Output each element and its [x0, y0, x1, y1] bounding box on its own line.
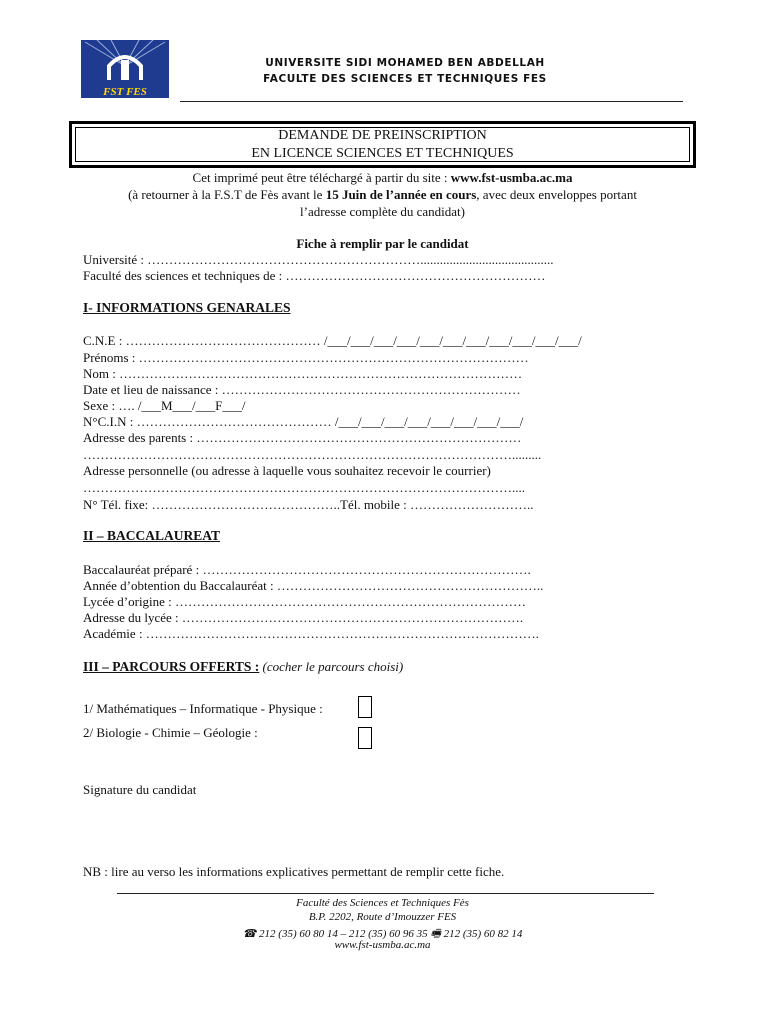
fst-logo	[81, 40, 169, 98]
field-adresse-personnelle[interactable]: ………………………………………………………………………………………....	[83, 480, 525, 495]
field-telephone[interactable]: N° Tél. fixe: ……………………………………..Tél. mobile : ………………………..	[83, 497, 534, 512]
title-line-1: DEMANDE DE PREINSCRIPTION	[278, 128, 487, 143]
footer-line-3: ☎ 212 (35) 60 80 14 – 212 (35) 60 96 35 🖷 212 (35) 60 82 14	[242, 928, 523, 940]
intro-line-3: l’adresse complète du candidat)	[300, 204, 465, 219]
footer-rule	[117, 893, 654, 894]
footer-line-4: www.fst-usmba.ac.ma	[334, 939, 431, 951]
field-adresse-parents-2[interactable]: ……………………………………………………………………………………….........	[83, 447, 542, 462]
footer-line-2: B.P. 2202, Route d’Imouzzer FES	[308, 911, 457, 923]
field-cin[interactable]: N°C.I.N : ……………………………………… /___/___/___/___/___/___/___/___/	[83, 414, 524, 429]
option-2-checkbox[interactable]	[358, 727, 372, 749]
field-cne[interactable]: C.N.E : ……………………………………… /___/___/___/___/___/___/___/___/___/___/___/	[83, 333, 582, 348]
deadline: 15 Juin de l’année en cours	[325, 187, 477, 202]
field-adresse-lycee[interactable]: Adresse du lycée : …………………………………………………………………….	[83, 610, 524, 625]
footer-line-1: Faculté des Sciences et Techniques Fès	[296, 897, 469, 909]
section-3-note: (cocher le parcours choisi)	[259, 659, 404, 674]
field-universite[interactable]: Université : ……………………………………………………….........................................	[83, 252, 554, 267]
title-line-2: EN LICENCE SCIENCES ET TECHNIQUES	[251, 146, 514, 161]
field-naissance[interactable]: Date et lieu de naissance : ……………………………………………………………	[83, 382, 521, 397]
option-1-label: 1/ Mathématiques – Informatique - Physique :	[83, 701, 323, 716]
field-adresse-parents[interactable]: Adresse des parents : …………………………………………………………………	[83, 430, 522, 445]
field-bac[interactable]: Baccalauréat préparé : ………………………………………………………………….	[83, 562, 531, 577]
field-annee-bac[interactable]: Année d’obtention du Baccalauréat : ……………………………………………………..	[83, 578, 544, 593]
field-adresse-personnelle-label: Adresse personnelle (ou adresse à laquelle vous souhaitez recevoir le courrier)	[83, 463, 491, 478]
intro-line-1: Cet imprimé peut être téléchargé à partir du site : www.fst-usmba.ac.ma	[192, 170, 573, 185]
section-3-title: III – PARCOURS OFFERTS : (cocher le parcours choisi)	[83, 659, 404, 674]
intro-line-2: (à retourner à la F.S.T de Fès avant le 15 Juin de l’année en cours, avec deux enveloppes portant	[128, 187, 637, 202]
option-1-checkbox[interactable]	[358, 696, 372, 718]
section-1-title: I- INFORMATIONS GENARALES	[83, 300, 291, 315]
section-2-title: II – BACCALAUREAT	[83, 528, 221, 543]
logo-text: FST FES	[103, 86, 147, 98]
option-2-label: 2/ Biologie - Chimie – Géologie :	[83, 725, 258, 740]
header-rule	[180, 101, 683, 102]
field-prenoms[interactable]: Prénoms : ………………………………………………………………………………	[83, 350, 529, 365]
field-lycee[interactable]: Lycée d’origine : ………………………………………………………………………	[83, 594, 527, 609]
field-faculte[interactable]: Faculté des sciences et techniques de : ……………………………………………………	[83, 268, 546, 283]
signature-label: Signature du candidat	[83, 782, 197, 797]
faculty-name: FACULTE DES SCIENCES ET TECHNIQUES FES	[263, 73, 547, 85]
fiche-title: Fiche à remplir par le candidat	[296, 236, 469, 251]
site-url: www.fst-usmba.ac.ma	[450, 170, 573, 185]
field-sexe[interactable]: Sexe : …. /___M___/___F___/	[83, 398, 246, 413]
nb-note: NB : lire au verso les informations explicatives permettant de remplir cette fiche.	[83, 864, 505, 879]
title-box	[69, 121, 696, 168]
university-name: UNIVERSITE SIDI MOHAMED BEN ABDELLAH	[265, 57, 545, 69]
field-nom[interactable]: Nom : …………………………………………………………………………………	[83, 366, 523, 381]
field-academie[interactable]: Académie : ……………………………………………………………………………….	[83, 626, 540, 641]
